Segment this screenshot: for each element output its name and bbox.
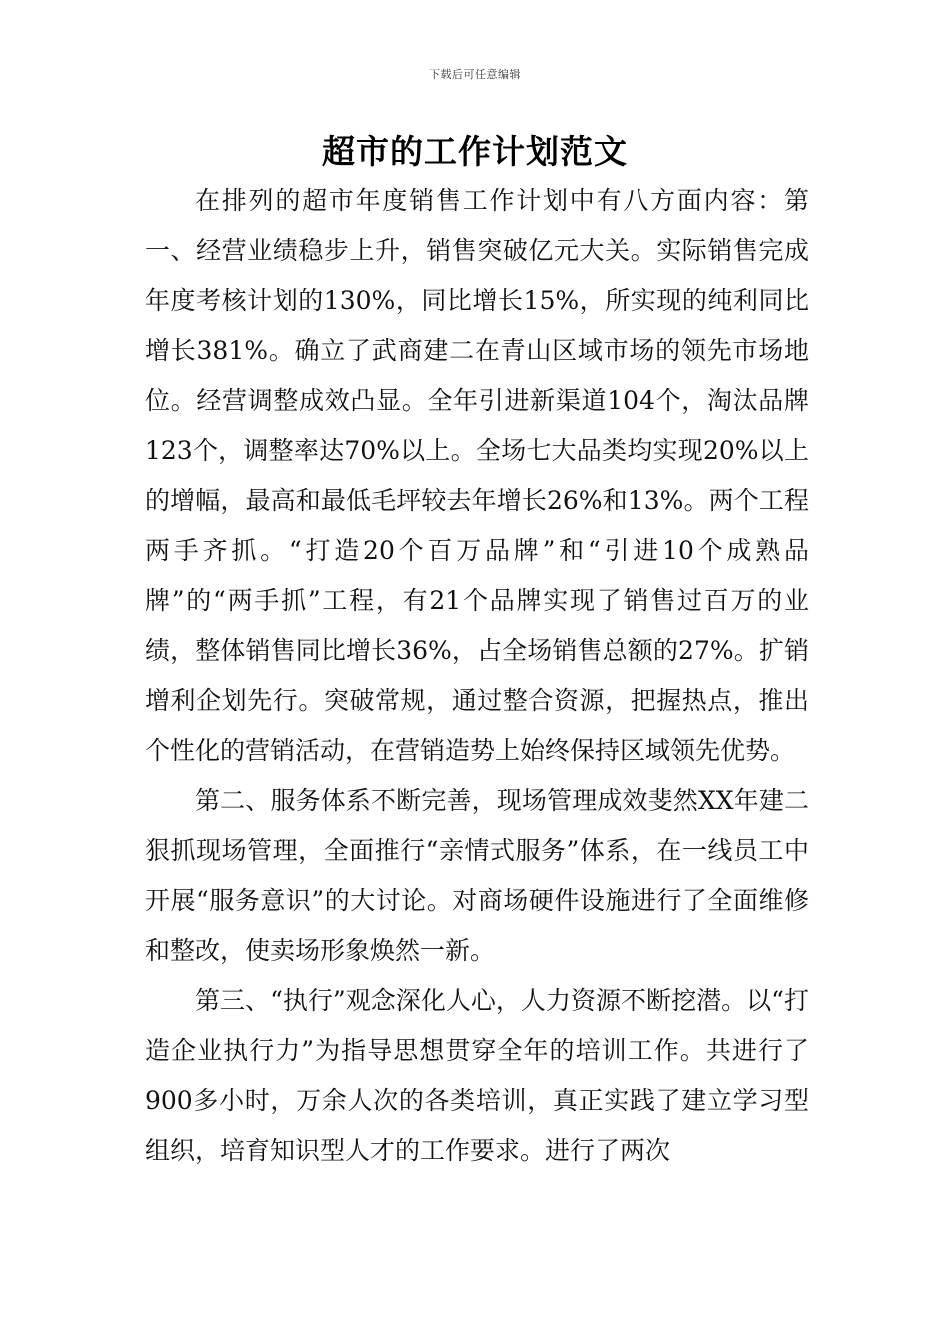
paragraph-1: 在排列的超市年度销售工作计划中有八方面内容：第一、经营业绩稳步上升，销售突破亿元大关。实际销售完成年度考核计划的130%，同比增长15%，所实现的纯利同比增长381%。确立了武商建二在青山区域市场的领先市场地位。经营调整成效凸显。全年引进新渠道104个，淘汰品牌123个，调整率达70%以上。全场七大品类均实现20%以上的增幅，最高和最低毛坪较去年增长26%和13%。两个工程两手齐抓。“打造20个百万品牌”和“引进10个成熟品牌”的“两手抓”工程，有21个品牌实现了销售过百万的业绩，整体销售同比增长36%，占全场销售总额的27%。扩销增利企划先行。突破常规，通过整合资源，把握热点，推出个性化的营销活动，在营销造势上始终保持区域领先优势。 xyxy=(145,186,809,765)
document-body xyxy=(145,176,809,1176)
document-title: 超市的工作计划范文 xyxy=(322,132,628,171)
paragraph-3: 第三、“执行”观念深化人心，人力资源不断挖潜。以“打造企业执行力”为指导思想贯穿全年的培训工作。共进行了900多小时，万余人次的各类培训，真正实践了建立学习型组织，培育知识型人才的工作要求。进行了两次 xyxy=(145,986,809,1165)
header-note: 下载后可任意编辑 xyxy=(429,68,521,81)
paragraph-2: 第二、服务体系不断完善，现场管理成效斐然XX年建二狠抓现场管理，全面推行“亲情式服务”体系，在一线员工中开展“服务意识”的大讨论。对商场硬件设施进行了全面维修和整改，使卖场形象焕然一新。 xyxy=(145,786,809,965)
